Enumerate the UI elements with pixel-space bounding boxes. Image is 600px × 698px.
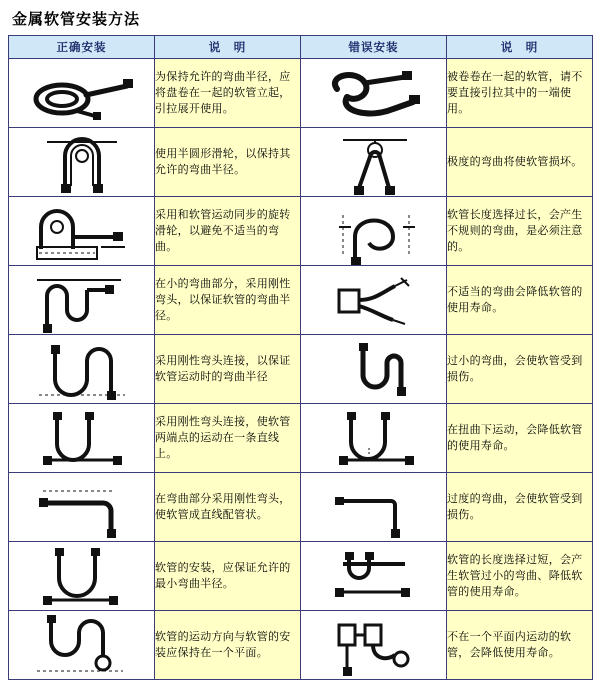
out-of-plane-motion-icon [301,611,447,680]
table-row [9,128,593,197]
header-wrong-note: 说 明 [447,36,593,59]
straight-pipe-elbow-icon [9,473,155,542]
row-note: 使用半圆形滑轮，以保持其允许的弯曲半径。 [155,128,301,197]
row-note: 软管的长度选择过短，会产生软管过小的弯曲、降低软管的使用寿命。 [447,542,593,611]
coiled-hose-pulled-icon [301,59,447,128]
row-note: 为保持允许的弯曲半径，应将盘卷在一起的软管立起，引拉展开使用。 [155,59,301,128]
row-note: 软管的安装，应保证允许的最小弯曲半径。 [155,542,301,611]
table-row [9,542,593,611]
header-correct-install: 正确安装 [9,36,155,59]
row-note: 软管的运动方向与软管的安装应保持在一个平面。 [155,611,301,680]
row-note: 不适当的弯曲会降低软管的使用寿命。 [447,266,593,335]
row-note: 在弯曲部分采用刚性弯头，使软管成直线配管状。 [155,473,301,542]
installation-guide-table [8,35,593,680]
row-note: 被卷卷在一起的软管，请不要直接引拉其中的一端使用。 [447,59,593,128]
table-row [9,404,593,473]
rigid-elbow-small-bend-icon [9,266,155,335]
min-bend-radius-install-icon [9,542,155,611]
sync-rotating-pulley-icon [9,197,155,266]
row-note: 过度的弯曲，会使软管受到损伤。 [447,473,593,542]
improper-bend-icon [301,266,447,335]
too-small-bend-icon [301,335,447,404]
header-correct-note: 说 明 [155,36,301,59]
row-note: 采用刚性弯头连接，以保证软管运动时的弯曲半径 [155,335,301,404]
row-note: 采用刚性弯头连接，使软管两端点的运动在一条直线上。 [155,404,301,473]
twisting-u-bend-icon [301,404,447,473]
rigid-elbow-connection-icon [9,335,155,404]
coiled-hose-flat-icon [9,59,155,128]
u-bend-rigid-elbow-icon [9,404,155,473]
row-note: 在小的弯曲部分，采用刚性弯头，以保证软管的弯曲半径。 [155,266,301,335]
row-note: 软管长度选择过长，会产生不规则的弯曲，是必须注意的。 [447,197,593,266]
header-wrong-install: 错误安装 [301,36,447,59]
row-note: 在扭曲下运动，会降低软管的使用寿命。 [447,404,593,473]
row-note: 不在一个平面内运动的软管，会降低使用寿命。 [447,611,593,680]
table-row [9,335,593,404]
table-row [9,197,593,266]
table-row [9,473,593,542]
table-row [9,59,593,128]
excess-length-bend-icon [301,542,447,611]
row-note: 极度的弯曲将使软管损坏。 [447,128,593,197]
table-row [9,611,593,680]
half-round-pulley-icon [9,128,155,197]
excess-length-loop-icon [301,197,447,266]
row-note: 采用和软管运动同步的旋转滑轮，以避免不适当的弯曲。 [155,197,301,266]
same-plane-motion-icon [9,611,155,680]
sharp-bend-pulley-icon [301,128,447,197]
table-row [9,266,593,335]
row-note: 过小的弯曲，会使软管受到损伤。 [447,335,593,404]
page-title: 金属软管安装方法 [12,10,141,28]
over-bend-straight-icon [301,473,447,542]
table-header-row [9,36,593,59]
